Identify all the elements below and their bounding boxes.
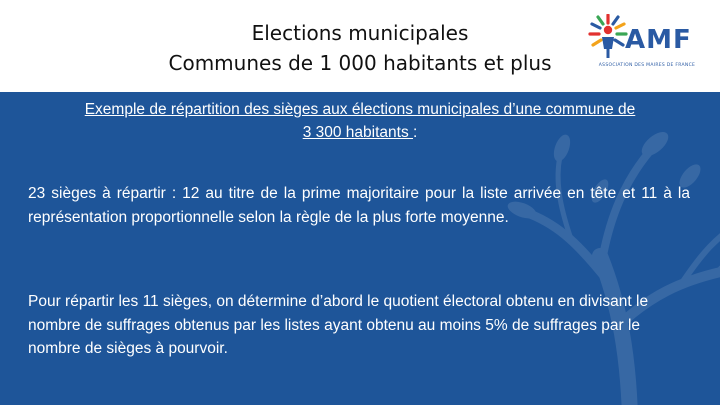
amf-tagline: ASSOCIATION DES MAIRES DE FRANCE xyxy=(598,63,696,68)
slide-header xyxy=(0,0,720,92)
amf-logo xyxy=(588,12,706,68)
subtitle-line-2-suffix: : xyxy=(413,124,418,141)
slide-title xyxy=(140,18,580,78)
content-panel xyxy=(0,92,720,405)
amf-wordmark: AMF xyxy=(625,25,692,55)
subtitle-line-2 xyxy=(28,121,692,144)
title-line-1: Elections municipales xyxy=(251,21,469,45)
example-subtitle xyxy=(28,98,692,144)
title-line-2: Communes de 1 000 habitants et plus xyxy=(168,51,552,75)
amf-figure-icon xyxy=(588,14,628,60)
subtitle-line-1: Exemple de répartition des sièges aux élections municipales d’une commune de xyxy=(84,101,636,118)
subtitle-line-2-underlined: 3 300 habitants xyxy=(302,124,413,141)
seats-distribution-paragraph: 23 sièges à répartir : 12 au titre de la prime majoritaire pour la liste arrivée en tête et 11 à la représentation proportionnelle selon la règle de la plus forte moyenne. xyxy=(28,185,690,226)
electoral-quotient-paragraph: Pour répartir les 11 sièges, on détermine d’abord le quotient électoral obtenu en divisant le nombre de suffrages obtenus par les listes ayant obtenu au moins 5% de suffrages par le nombre de sièges à pourvoir. xyxy=(28,293,649,357)
